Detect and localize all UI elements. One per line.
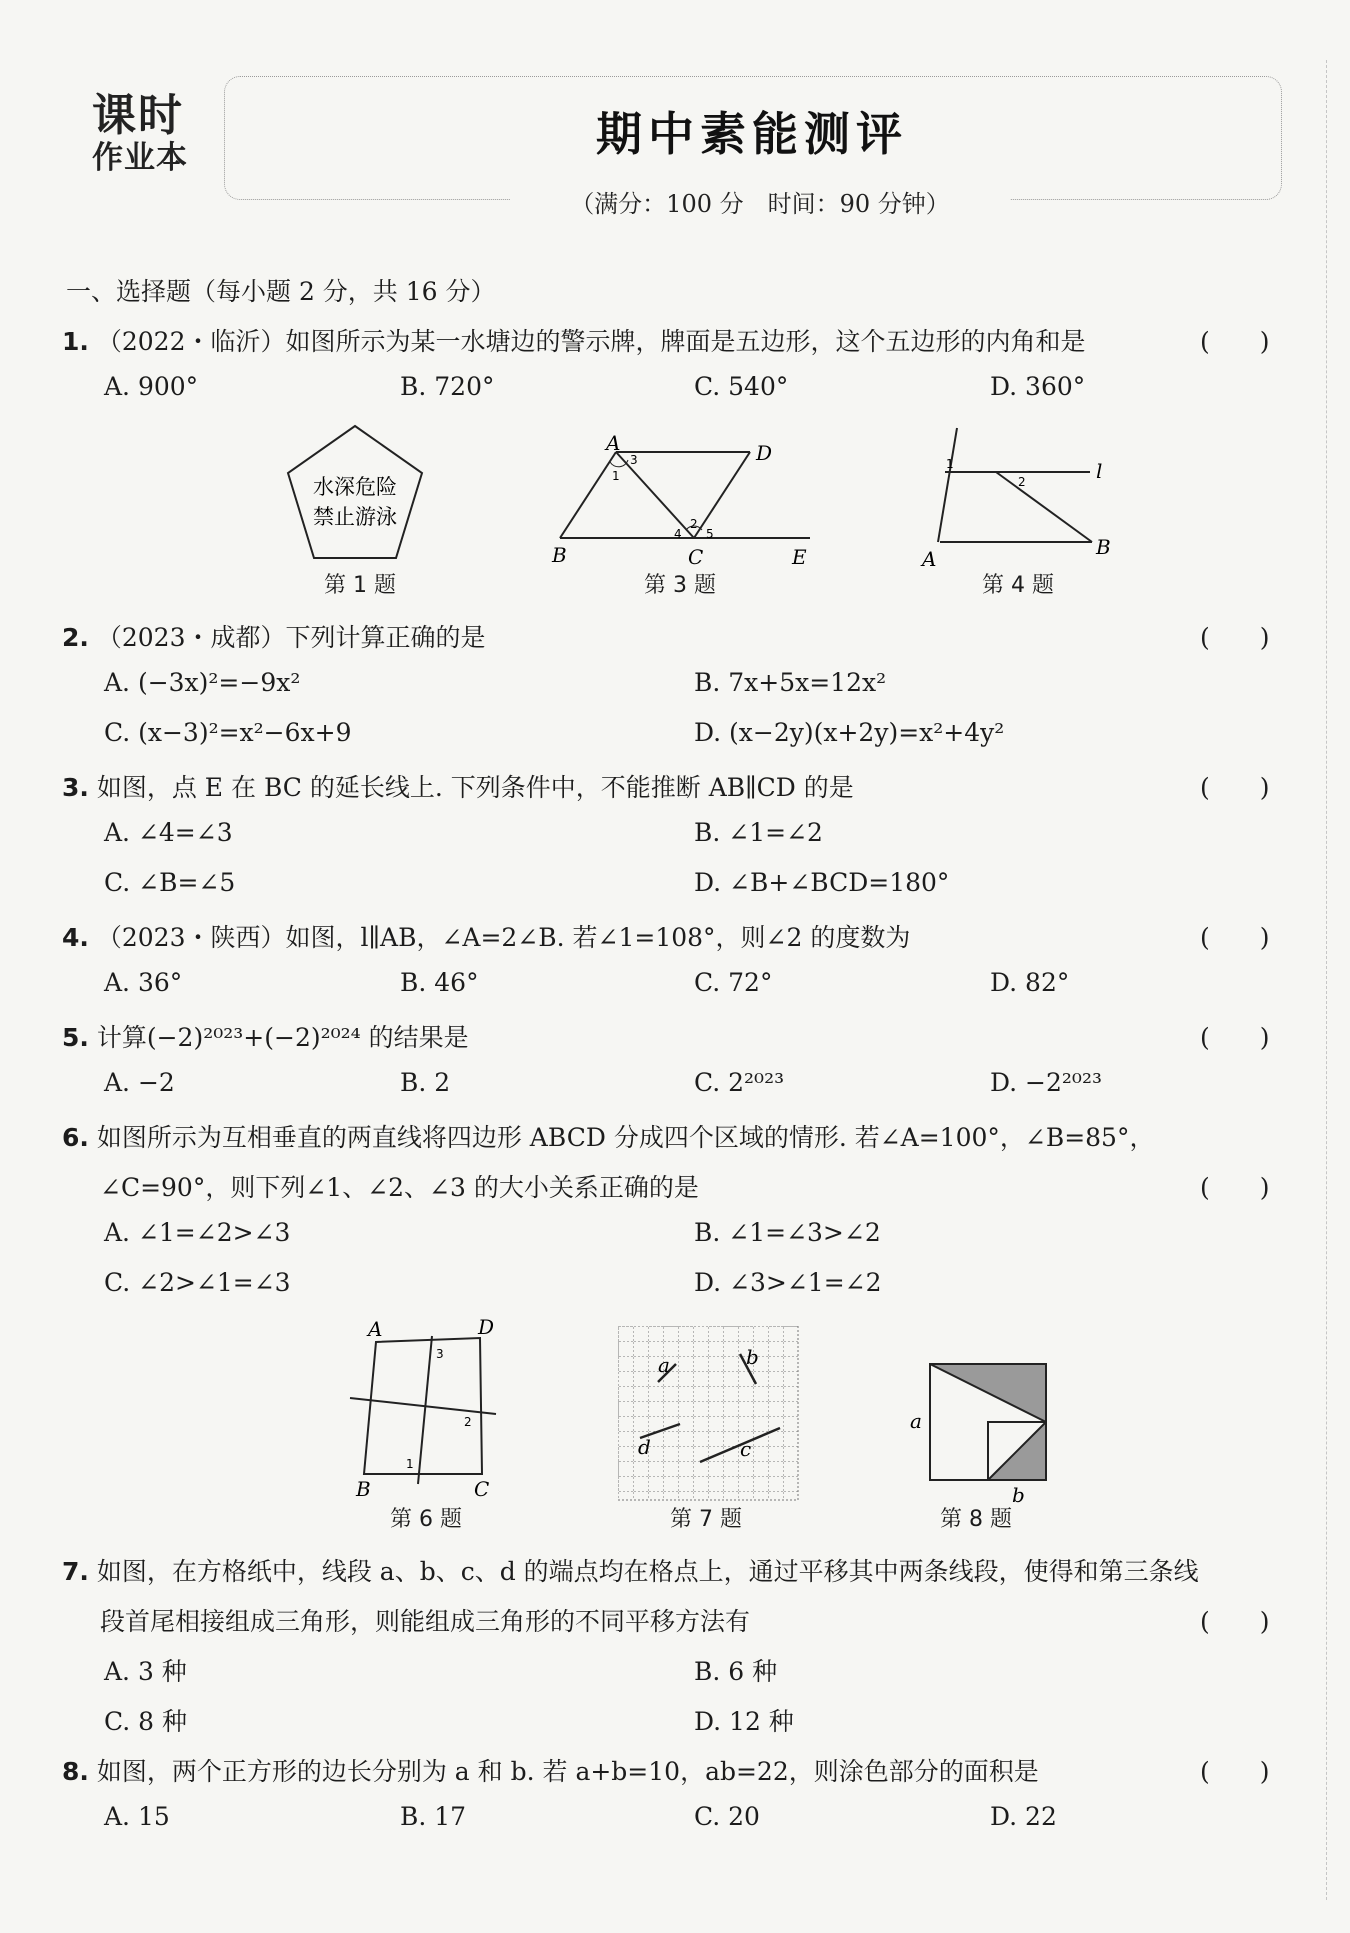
option-c: C. 20 [694,1802,760,1831]
option-b: B. 46° [400,968,479,997]
option-d: D. −2²⁰²³ [990,1068,1102,1097]
option-c: C. ∠2>∠1=∠3 [104,1268,291,1297]
question-number: 1. [62,327,89,356]
page-title: 期中素能测评 [596,107,908,161]
figure-6-diagram [340,1318,510,1498]
option-b: B. 2 [400,1068,451,1097]
answer-bracket: ( ) [1200,623,1270,652]
question-number: 2. [62,623,89,652]
option-a: A. 15 [104,1802,170,1831]
label-B: B [356,1477,371,1498]
answer-bracket: ( ) [1200,1607,1270,1636]
question-text: 如图，两个正方形的边长分别为 a 和 b. 若 a+b=10，ab=22，则涂色部分的面积是 [96,1757,1039,1786]
logo-line-2: 作业本 [92,140,188,176]
question-number: 5. [62,1023,89,1052]
figure-7-caption: 第 7 题 [670,1507,742,1532]
option-a: A. −2 [104,1068,175,1097]
question-6-line-2: ∠C=90°，则下列∠1、∠2、∠3 的大小关系正确的是 [100,1173,699,1202]
question-text: 如图，点 E 在 BC 的延长线上. 下列条件中，不能推断 AB∥CD 的是 [96,773,854,802]
figure-1-sign [280,418,430,568]
question-text: （2023・陕西）如图，l∥AB，∠A=2∠B. 若∠1=108°，则∠2 的度数为 [96,923,911,952]
option-b: B. ∠1=∠2 [694,818,823,847]
question-text: 如图所示为互相垂直的两直线将四边形 ABCD 分成四个区域的情形. 若∠A=100°，∠B=85°， [96,1123,1155,1152]
option-b: B. 6 种 [694,1657,778,1686]
question-text: （2022・临沂）如图所示为某一水塘边的警示牌，牌面是五边形，这个五边形的内角和是 [96,327,1086,356]
label-C: C [474,1477,490,1498]
option-c: C. 2²⁰²³ [694,1068,785,1097]
figure-1-caption: 第 1 题 [324,573,396,598]
answer-bracket: ( ) [1200,327,1270,356]
label-A: A [368,1318,383,1341]
option-a: A. 900° [104,372,199,401]
angle-1: 1 [612,469,620,483]
option-b: B. 7x+5x=12x² [694,668,887,697]
label-C: C [688,545,704,569]
sign-line-2: 禁止游泳 [313,505,397,529]
segment-b-label: b [746,1345,759,1369]
label-D: D [478,1318,495,1339]
option-d: D. 12 种 [694,1707,794,1736]
option-a: A. ∠1=∠2>∠3 [104,1218,291,1247]
segment-a-label: a [658,1353,670,1377]
label-A: A [922,547,937,570]
question-3 [62,768,854,804]
angle-2: 2 [464,1415,472,1429]
page-subtitle: （满分：100 分 时间：90 分钟） [510,184,1010,219]
option-b: B. ∠1=∠3>∠2 [694,1218,881,1247]
option-c: C. ∠B=∠5 [104,868,236,897]
option-b: B. 720° [400,372,495,401]
option-d: D. 22 [990,1802,1057,1831]
option-a: A. 36° [104,968,183,997]
margin-rule [1326,60,1327,1900]
figure-3-diagram [540,430,820,570]
figure-3-caption: 第 3 题 [644,573,716,598]
question-number: 7. [62,1557,89,1586]
question-7 [62,1552,1199,1588]
question-number: 3. [62,773,89,802]
question-7-line-2: 段首尾相接组成三角形，则能组成三角形的不同平移方法有 [100,1607,751,1636]
logo [92,92,204,176]
label-A: A [606,431,621,455]
option-a: A. 3 种 [104,1657,187,1686]
question-1 [62,322,1086,358]
figure-7-grid [618,1326,800,1502]
angle-3: 3 [436,1347,444,1361]
figure-6-caption: 第 6 题 [390,1507,462,1532]
sign-line-1: 水深危险 [313,475,397,499]
question-6 [62,1118,1154,1154]
side-a-label: a [910,1409,922,1433]
option-d: D. (x−2y)(x+2y)=x²+4y² [694,718,1005,747]
angle-3: 3 [630,453,638,467]
question-2 [62,618,485,654]
question-number: 6. [62,1123,89,1152]
option-b: B. 17 [400,1802,467,1831]
side-b-label: b [1012,1483,1025,1504]
option-c: C. (x−3)²=x²−6x+9 [104,718,352,747]
question-number: 8. [62,1757,89,1786]
answer-bracket: ( ) [1200,1173,1270,1202]
label-E: E [792,545,807,569]
section-heading: 一、选择题（每小题 2 分，共 16 分） [66,277,496,306]
question-4 [62,918,910,954]
option-c: C. 540° [694,372,789,401]
option-a: A. (−3x)²=−9x² [104,668,301,697]
segment-d-label: d [638,1435,651,1459]
label-D: D [756,441,773,465]
answer-bracket: ( ) [1200,773,1270,802]
figure-4-caption: 第 4 题 [982,573,1054,598]
angle-5: 5 [706,527,714,541]
figure-8-caption: 第 8 题 [940,1507,1012,1532]
angle-1: 1 [406,1457,414,1471]
figure-8-diagram [906,1356,1058,1504]
answer-bracket: ( ) [1200,1023,1270,1052]
answer-bracket: ( ) [1200,1757,1270,1786]
segment-c-label: c [740,1437,752,1461]
option-d: D. 82° [990,968,1070,997]
option-d: D. ∠B+∠BCD=180° [694,868,950,897]
option-a: A. ∠4=∠3 [104,818,233,847]
angle-2: 2 [690,517,698,531]
question-text: （2023・成都）下列计算正确的是 [96,623,486,652]
figure-4-diagram [900,420,1140,570]
option-d: D. ∠3>∠1=∠2 [694,1268,882,1297]
angle-1: 1 [946,457,954,471]
angle-2: 2 [1018,475,1026,489]
option-c: C. 8 种 [104,1707,187,1736]
logo-line-1: 课时 [92,90,184,141]
question-8 [62,1752,1039,1788]
question-5 [62,1018,469,1054]
question-text: 计算(−2)²⁰²³+(−2)²⁰²⁴ 的结果是 [96,1023,469,1052]
answer-bracket: ( ) [1200,923,1270,952]
option-d: D. 360° [990,372,1086,401]
question-text: 如图，在方格纸中，线段 a、b、c、d 的端点均在格点上，通过平移其中两条线段，使得和第三条线 [96,1557,1199,1586]
question-number: 4. [62,923,89,952]
label-l: l [1096,459,1103,483]
label-B: B [1096,535,1111,559]
label-B: B [552,543,567,567]
option-c: C. 72° [694,968,773,997]
angle-4: 4 [674,527,682,541]
